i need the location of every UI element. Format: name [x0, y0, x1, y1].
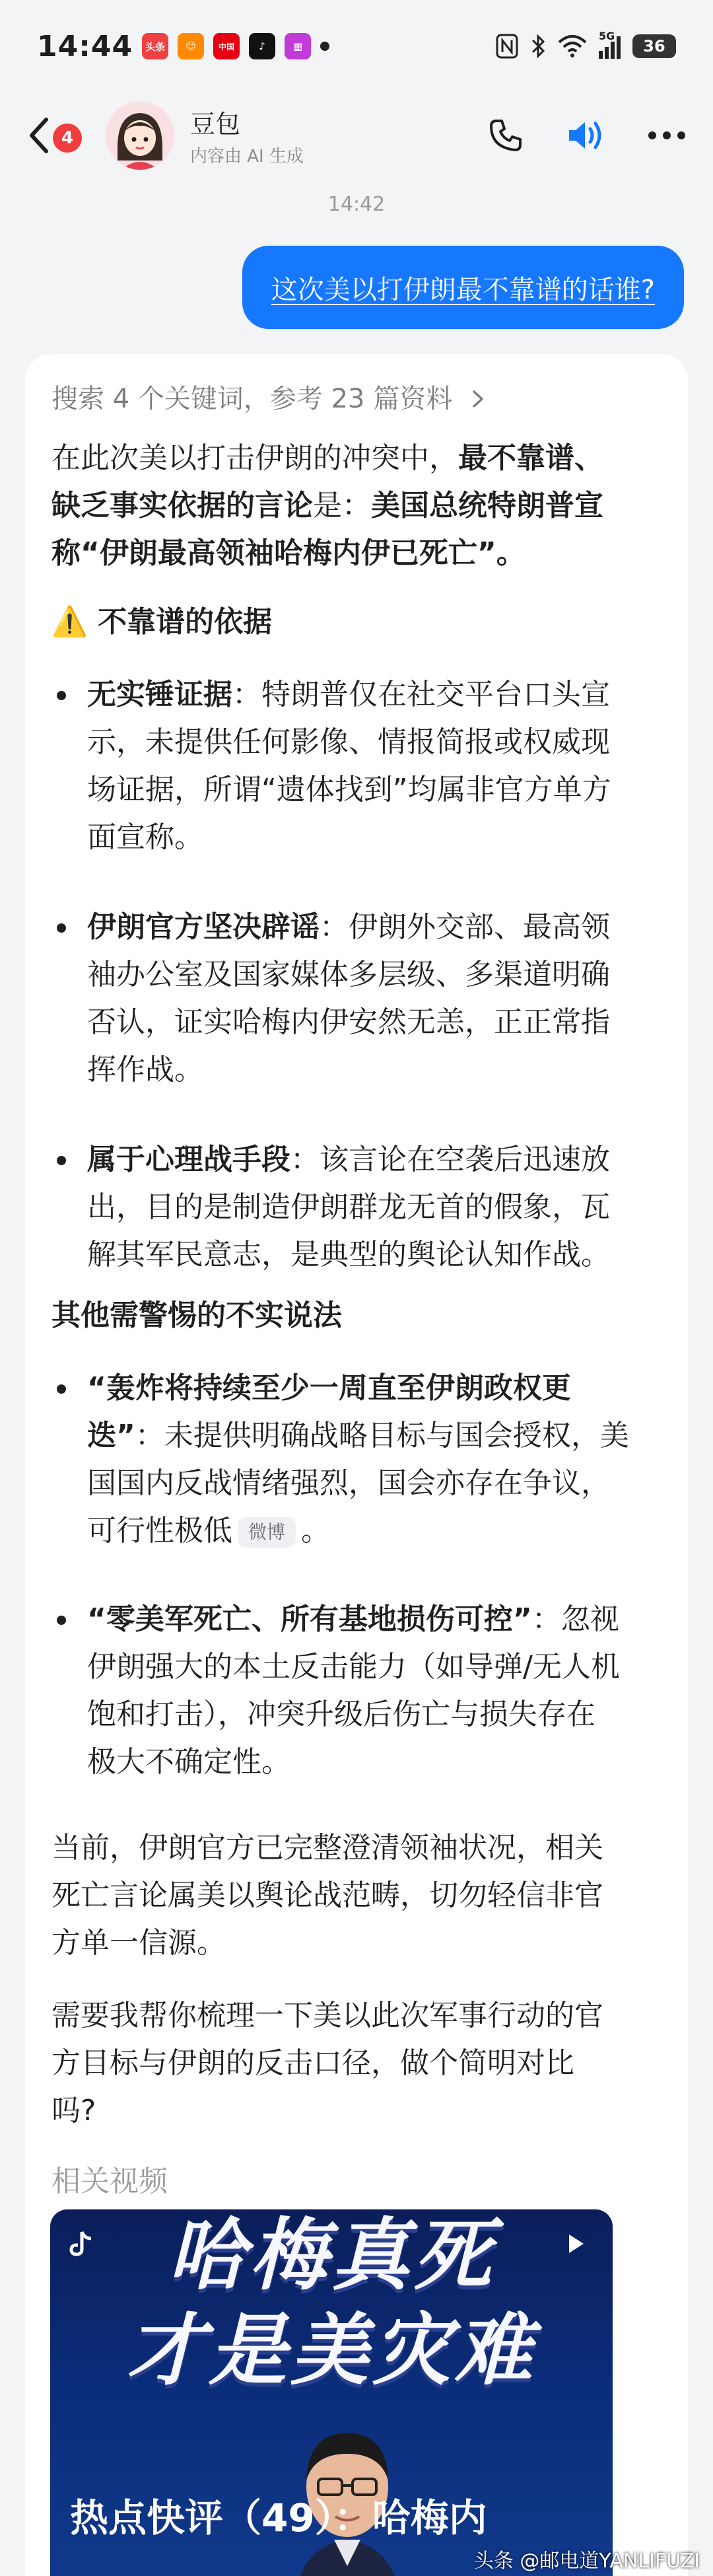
chevron-left-icon — [26, 116, 50, 155]
back-button[interactable] — [26, 109, 74, 162]
network-type-label: 5G — [599, 30, 615, 42]
bullet-dot — [57, 1616, 66, 1625]
toutiao-icon: 头条 — [142, 33, 168, 59]
bullet-dot — [57, 1384, 66, 1394]
list-item-line: 极大不确定性。 — [87, 1745, 290, 1779]
warning-icon: ⚠️ — [51, 605, 88, 639]
list-item-line: ：该言论在空袭后迅速放 — [290, 1143, 610, 1176]
list-item-line: ：伊朗外交部、最高领 — [320, 910, 610, 944]
list-item — [51, 1136, 665, 1279]
header-actions — [487, 117, 687, 154]
intro-line-1 — [51, 435, 662, 482]
chat-subtitle: 内容由 AI 生成 — [190, 147, 304, 166]
related-video-card[interactable] — [50, 2209, 613, 2576]
wifi-icon — [558, 34, 587, 58]
chat-header — [0, 92, 713, 178]
list-item-line: 伊朗强大的本土反击能力（如导弹/无人机 — [87, 1650, 620, 1684]
status-time: 14:44 — [37, 29, 133, 63]
list-item — [51, 904, 665, 1094]
phone-icon[interactable] — [487, 117, 524, 154]
chevron-right-icon — [470, 389, 486, 409]
list-item-line: ：忽视 — [531, 1602, 619, 1636]
list-item — [51, 1596, 665, 1786]
list-item-text — [87, 1365, 665, 1555]
bullet-dot — [57, 1156, 66, 1165]
video-headline-1: 哈梅真死 — [167, 2209, 495, 2301]
list-item-text — [87, 671, 665, 861]
intro-bold-c: 美国总统特朗普宣 — [371, 489, 603, 522]
paragraph-line: 需要我帮你梳理一下美以此次军事行动的官 — [51, 1999, 603, 2032]
battery-indicator: 36 — [632, 34, 676, 58]
search-summary-link[interactable] — [51, 378, 486, 415]
message-timestamp: 14:42 — [327, 193, 386, 216]
intro-line-3 — [51, 530, 662, 577]
list-item-line: 示，未提供任何影像、情报简报或权威现 — [87, 725, 610, 759]
notification-dot-icon — [320, 42, 329, 51]
list-item-bold: 属于心理战手段 — [87, 1143, 290, 1176]
status-left — [37, 30, 329, 63]
intro-bold-d: 称“伊朗最高领袖哈梅内伊已死亡”。 — [51, 536, 526, 570]
intro-paragraph — [51, 435, 662, 577]
intro-text-a: 在此次美以打击伊朗的冲突中， — [51, 441, 458, 475]
list-item-line: 面宣称。 — [87, 820, 203, 854]
list-item-bold: 伊朗官方坚决辟谣 — [87, 910, 320, 944]
list-item-line: ：未提供明确战略目标与国会授权，美 — [135, 1419, 629, 1452]
list-item-bold: 无实锤证据 — [87, 678, 232, 711]
zhongguo-icon: 中国 — [213, 33, 240, 59]
intro-bold-a: 最不靠谱、 — [458, 441, 603, 475]
gallery-icon: ▦ — [285, 33, 311, 59]
status-right — [496, 30, 676, 59]
bullet-dot — [57, 691, 66, 700]
list-item-text — [87, 904, 665, 1094]
intro-text-b: 是： — [313, 489, 371, 522]
source-tag-weibo[interactable]: 微博 — [238, 1517, 296, 1548]
paragraph-line: 死亡言论属美以舆论战范畴，切勿轻信非官 — [51, 1878, 603, 1912]
paragraph-line: 吗? — [51, 2094, 96, 2128]
list-item-line: 袖办公室及国家媒体多层级、多渠道明确 — [87, 958, 610, 991]
unread-badge: 4 — [53, 124, 82, 153]
list-item-line: 否认，证实哈梅内伊安然无恙，正正常指 — [87, 1005, 610, 1039]
status-bar — [0, 0, 713, 92]
chat-title: 豆包 — [190, 110, 241, 139]
more-options-icon[interactable] — [647, 130, 687, 141]
list-item-bold: “零美军死亡、所有基地损伤可控” — [87, 1602, 532, 1636]
section-heading-unreliable — [51, 598, 272, 646]
chat-title-block[interactable] — [190, 104, 304, 167]
list-item — [51, 1365, 665, 1555]
list-item — [51, 671, 665, 861]
intro-line-2 — [51, 482, 662, 530]
avatar[interactable] — [106, 101, 174, 170]
list-item-line: 解其军民意志，是典型的舆论认知作战。 — [87, 1238, 610, 1271]
bluetooth-icon — [530, 34, 546, 59]
list-item-line: 挥作战。 — [87, 1053, 203, 1087]
list-item-line: 国国内反战情绪强烈，国会亦存在争议， — [87, 1466, 610, 1500]
paragraph-line: 当前，伊朗官方已完整澄清领袖状况，相关 — [51, 1831, 603, 1865]
nfc-icon — [496, 34, 518, 59]
user-message-text: 这次美以打伊朗最不靠谱的话谁? — [271, 274, 655, 305]
list-item-line: 出，目的是制造伊朗群龙无首的假象，瓦 — [87, 1190, 610, 1224]
orange-app-icon: ☺ — [178, 33, 204, 59]
intro-bold-b: 缺乏事实依据的言论 — [51, 489, 313, 522]
section-heading-other-claims: 其他需警惕的不实说法 — [51, 1299, 342, 1332]
related-videos-label: 相关视频 — [51, 2165, 168, 2198]
list-item-bold: 迭” — [87, 1419, 135, 1452]
list-item-text — [87, 1596, 665, 1786]
bot-avatar-icon — [106, 101, 174, 170]
search-summary-text: 搜索 4 个关键词，参考 23 篇资料 — [51, 384, 453, 414]
paragraph-line: 方单一信源。 — [51, 1926, 226, 1960]
video-caption: 热点快评（49）：哈梅内 — [70, 2495, 487, 2540]
bullet-dot — [57, 923, 66, 933]
paragraph-line: 方目标与伊朗的反击口径，做个简明对比 — [51, 2046, 574, 2080]
conclusion-paragraph — [51, 1824, 662, 1967]
followup-paragraph — [51, 1992, 662, 2135]
list-item-text — [87, 1136, 665, 1279]
speaker-icon[interactable] — [565, 117, 606, 154]
list-item-line: 饱和打击），冲突升级后伤亡与损失存在 — [87, 1698, 595, 1731]
list-item-line: ：特朗普仅在社交平台口头宣 — [232, 678, 610, 711]
list-item-line: 。 — [301, 1514, 331, 1548]
list-item-line: 场证据，所谓“遗体找到”均属非官方单方 — [87, 773, 611, 806]
tiktok-icon: ♪ — [249, 33, 275, 59]
video-headline-2: 才是美灾难 — [126, 2305, 536, 2396]
section-1-title: 不靠谱的依据 — [98, 605, 273, 639]
list-item-bold: “轰炸将持续至少一周直至伊朗政权更 — [87, 1371, 571, 1405]
list-item-line: 可行性极低 — [87, 1514, 232, 1548]
watermark-text: 头条 @邮电道YANLIFUZI — [473, 2550, 700, 2573]
cell-signal-icon — [599, 30, 621, 59]
user-message-bubble[interactable] — [242, 246, 684, 329]
